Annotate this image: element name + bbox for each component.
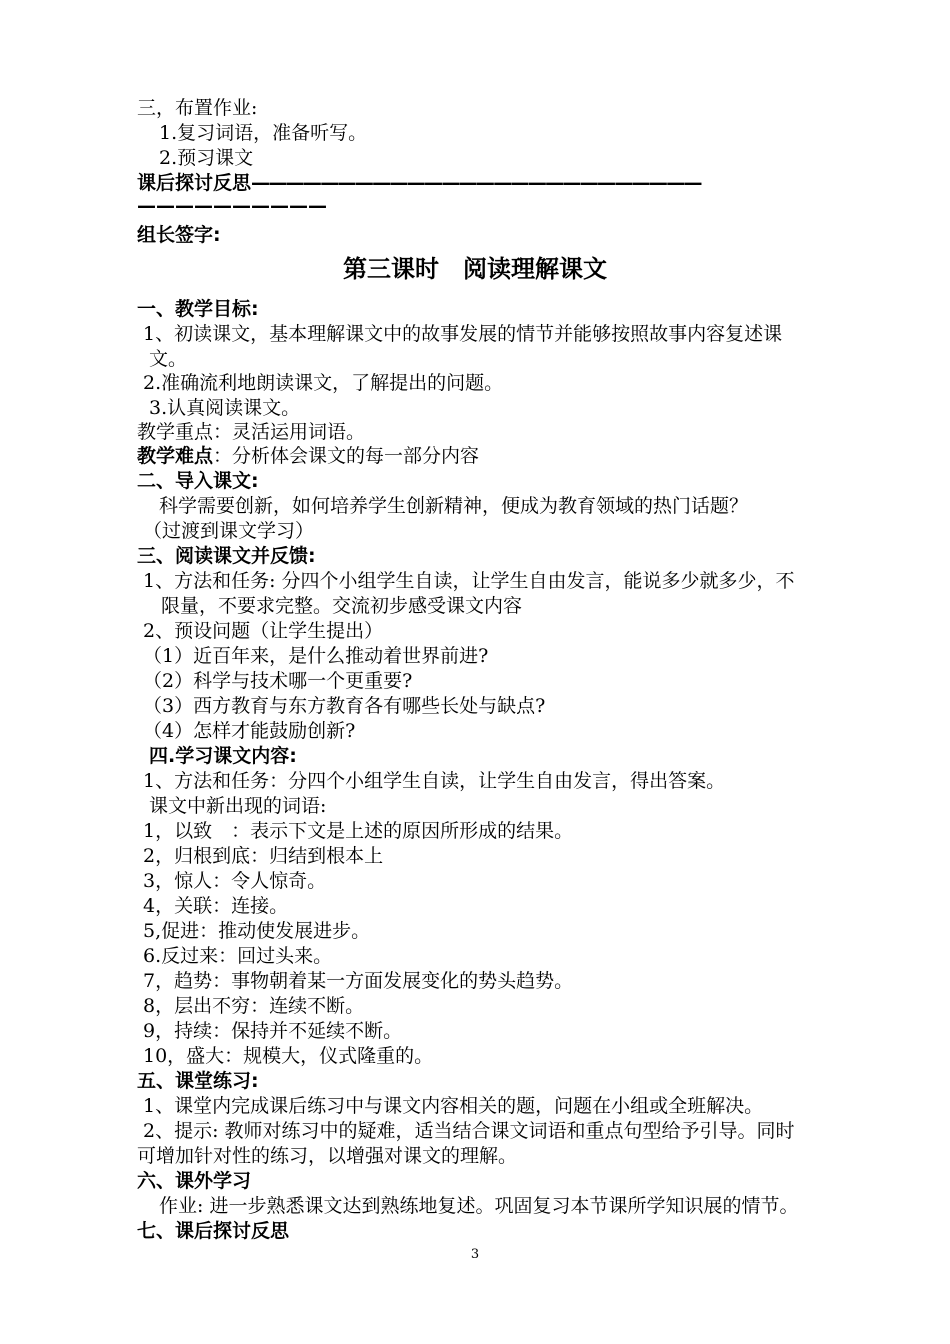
practice-2: 2、提示: 教师对练习中的疑难，适当结合课文词语和重点句型给予引导。同时 [143, 1120, 795, 1142]
outside-study-text: 作业: 进一步熟悉课文达到熟练地复述。巩固复习本节课所学知识展的情节。 [159, 1195, 799, 1217]
preset-questions: 2、预设问题（让学生提出） [143, 620, 384, 642]
classroom-practice-heading: 五、课堂练习: [137, 1070, 259, 1092]
read-method-continued: 限量，不要求完整。交流初步感受课文内容 [161, 595, 523, 617]
reflection-label: 课后探讨反思 [137, 172, 252, 194]
word-8: 8，层出不穷：连续不断。 [143, 995, 365, 1017]
homework-item-1: 1.复习词语，准备听写。 [159, 122, 368, 144]
teaching-goals-heading: 一、教学目标: [137, 298, 259, 320]
difficulty-line [137, 444, 479, 468]
reflection-dashes-continued: —————————— [137, 195, 327, 217]
practice-1: 1、课堂内完成课后练习中与课文内容相关的题，问题在小组或全班解决。 [143, 1095, 764, 1117]
goal-2: 2.准确流利地朗读课文，了解提出的问题。 [143, 372, 504, 394]
word-7: 7，趋势：事物朝着某一方面发展变化的势头趋势。 [143, 970, 574, 992]
word-10: 10，盛大：规模大，仪式隆重的。 [143, 1045, 434, 1067]
outside-study-heading: 六、课外学习 [137, 1170, 252, 1192]
homework-item-2: 2.预习课文 [159, 147, 254, 169]
word-9: 9，持续：保持并不延续不断。 [143, 1020, 403, 1042]
question-4: （4）怎样才能鼓励创新? [143, 720, 356, 742]
intro-heading: 二、导入课文: [137, 470, 259, 492]
group-leader-signature: 组长签字: [137, 224, 221, 246]
word-6: 6.反过来：回过头来。 [143, 945, 333, 967]
question-3: （3）西方教育与东方教育各有哪些长处与缺点? [143, 695, 546, 717]
read-feedback-heading: 三、阅读课文并反馈: [137, 545, 316, 567]
difficulty-label: 教学难点 [137, 445, 214, 467]
reflection-dashes: —————————————————————————— [251, 172, 701, 194]
reflection-line [137, 171, 701, 195]
intro-transition: （过渡到课文学习） [143, 520, 315, 542]
goal-3: 3.认真阅读课文。 [149, 397, 301, 419]
key-point: 教学重点：灵活运用词语。 [137, 421, 366, 443]
practice-2-continued: 可增加针对性的练习，以增强对课文的理解。 [137, 1145, 518, 1167]
question-2: （2）科学与技术哪一个更重要? [143, 670, 413, 692]
word-4: 4，关联：连接。 [143, 895, 289, 917]
study-content-heading: 四.学习课文内容: [149, 745, 297, 767]
goal-1-continued: 文。 [149, 348, 188, 370]
question-1: （1）近百年来，是什么推动着世界前进? [143, 645, 489, 667]
word-1: 1，以致 ：表示下文是上述的原因所形成的结果。 [143, 820, 574, 842]
intro-text: 科学需要创新，如何培养学生创新精神，便成为教育领域的热门话题？ [159, 495, 749, 517]
word-3: 3，惊人：令人惊奇。 [143, 870, 327, 892]
section-assign-homework: 三，布置作业: [137, 97, 258, 119]
read-method: 1、方法和任务: 分四个小组学生自读，让学生自由发言，能说多少就多少，不 [143, 570, 795, 592]
lesson-title: 第三课时 阅读理解课文 [343, 255, 607, 283]
difficulty-text: ：分析体会课文的每一部分内容 [213, 445, 480, 467]
goal-1: 1、初读课文，基本理解课文中的故事发展的情节并能够按照故事内容复述课 [143, 323, 783, 345]
study-method: 1、方法和任务：分四个小组学生自读，让学生自由发言，得出答案。 [143, 770, 726, 792]
new-words-label: 课文中新出现的词语: [149, 795, 327, 817]
after-class-reflection-heading: 七、课后探讨反思 [137, 1220, 290, 1242]
page-number: 3 [470, 1247, 480, 1262]
word-5: 5,促进：推动使发展进步。 [143, 920, 371, 942]
word-2: 2，归根到底：归结到根本上 [143, 845, 384, 867]
